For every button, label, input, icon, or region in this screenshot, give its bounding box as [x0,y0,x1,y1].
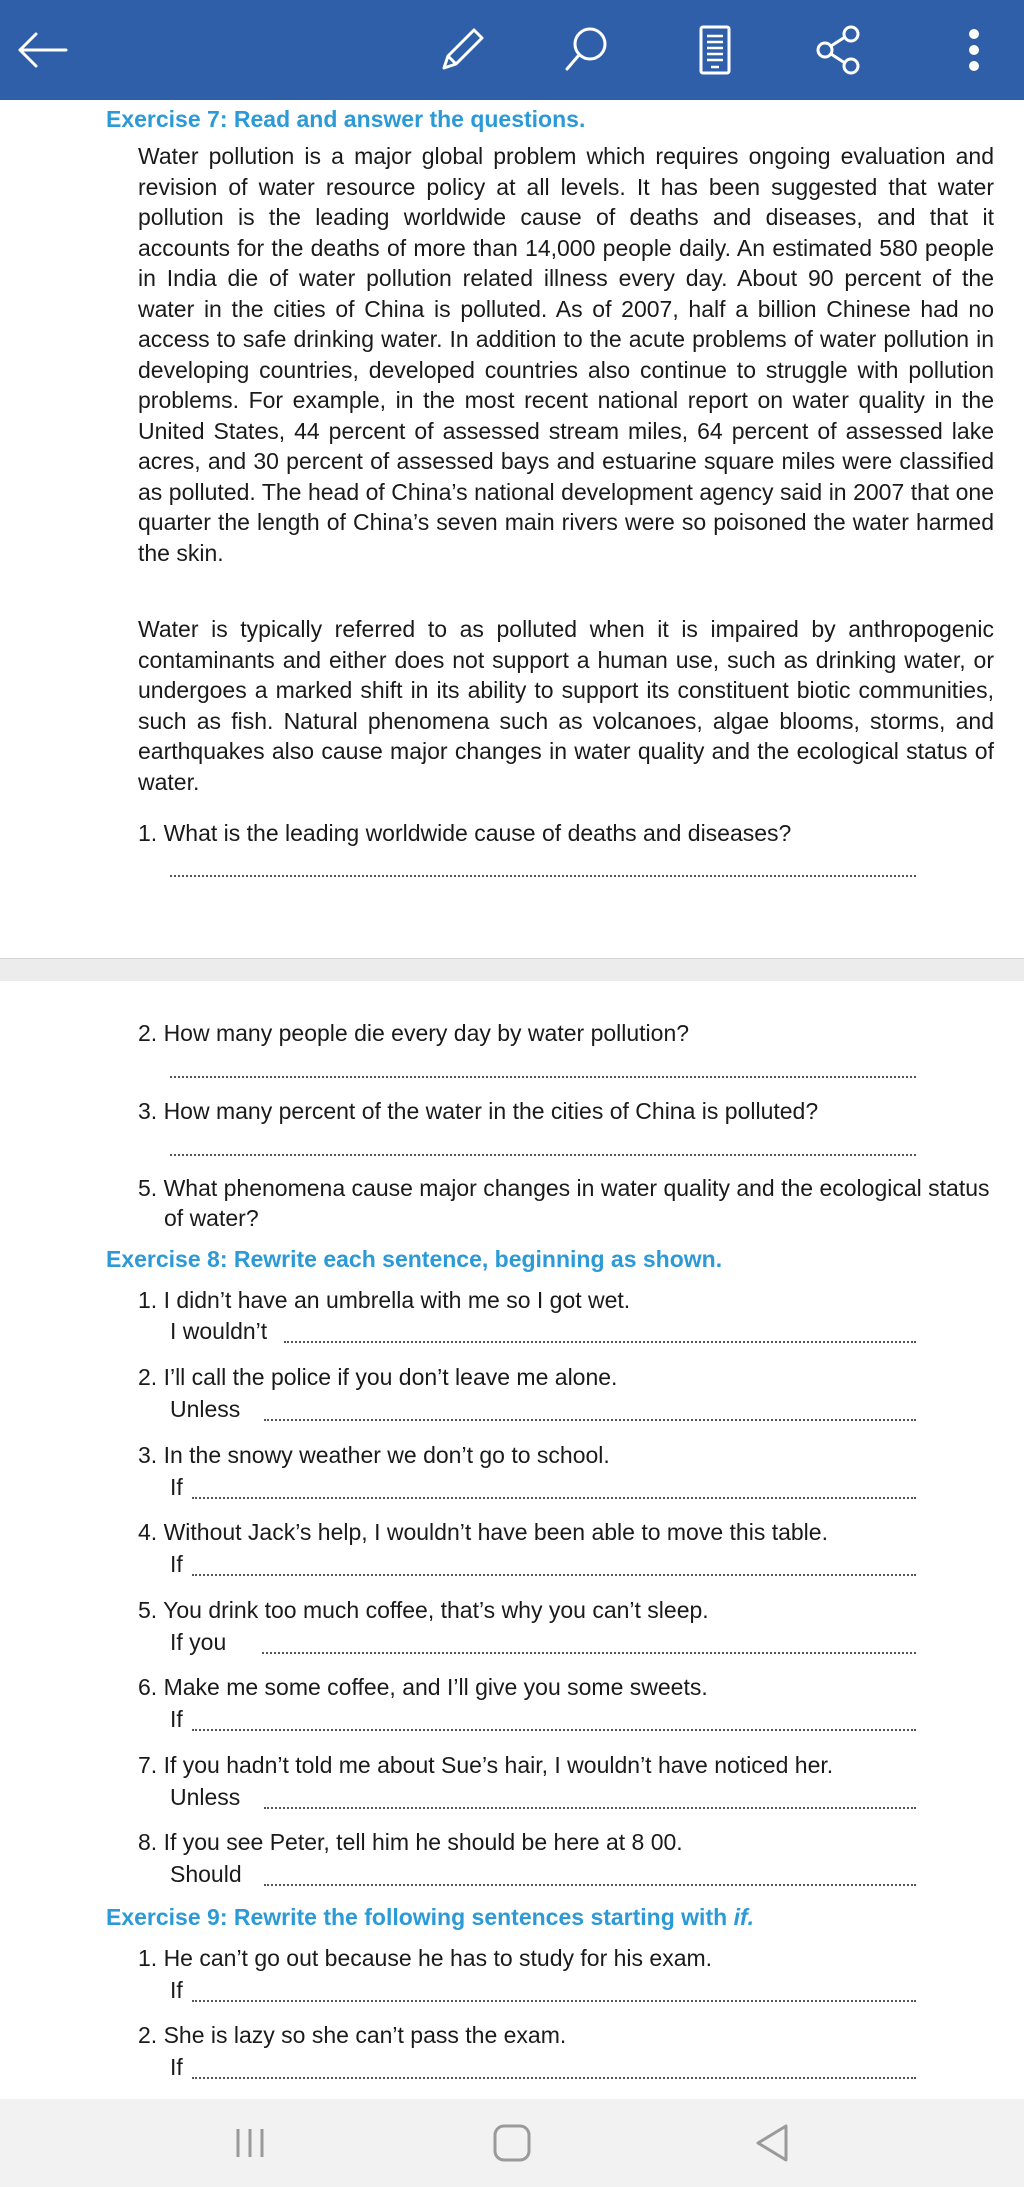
exercise7-question-5: 5. What phenomena cause major changes in water quality and the ecological status of water? [138,1175,990,1231]
exercise7-question-1: 1. What is the leading worldwide cause of deaths and diseases? [138,820,792,846]
recent-apps-icon[interactable] [210,2113,290,2173]
answer-line[interactable] [192,1495,916,1499]
exercise7-question-3: 3. How many percent of the water in the cities of China is polluted? [138,1098,819,1124]
exercise7-paragraph-2: Water is typically referred to as polluted when it is impaired by anthropogenic contaminants and either does not support a human use, such as drinking water, or undergoes a marked shift in its ability to support its constituent biotic communities, such as fish. Natural phenomena such as volcanoes, algae blooms, storms, and earthquakes also cause major changes in water quality and the ecological status of water. [138,616,994,795]
answer-line[interactable] [264,1882,916,1886]
exercise7-question-2: 2. How many people die every day by water pollution? [138,1020,690,1046]
exercise9-item-1: 1. He can’t go out because he has to study for his exam. [138,1945,713,1971]
answer-line[interactable] [192,1727,916,1731]
page-separator [0,958,1024,982]
exercise9-title [106,1904,754,1931]
exercise9-title-text: Exercise 9: Rewrite the following sentences starting with [106,1904,734,1930]
exercise8-start-5: If you [170,1629,227,1655]
back-triangle-icon[interactable] [732,2113,812,2173]
exercise8-start-6: If [170,1706,183,1732]
exercise8-item-1: 1. I didn’t have an umbrella with me so I got wet. [138,1287,631,1313]
pencil-icon[interactable] [422,10,502,90]
answer-line[interactable] [170,1152,916,1156]
exercise9-start-2: If [170,2054,183,2080]
exercise8-item-8: 8. If you see Peter, tell him he should be here at 8 00. [138,1829,683,1855]
more-vertical-icon[interactable] [934,10,1014,90]
exercise9-title-emphasis: if. [733,1904,755,1930]
search-icon[interactable] [546,10,626,90]
exercise7-paragraph-1: Water pollution is a major global problem which requires ongoing evaluation and revision of water resource policy at all levels. It has been suggested that water pollution is the leading worldwide cause of deaths and diseases, and that it accounts for the deaths of more than 14,000 people daily. An estimated 580 people in India die of water pollution related illness every day. About 90 percent of the water in the cities of China is polluted. As of 2007, half a billion Chinese had no access to safe drinking water. In addition to the acute problems of water pollution in developing countries, developed countries also continue to struggle with pollution problems. For example, in the most recent national report on water quality in the United States, 44 percent of assessed stream miles, 64 percent of assessed lake acres, and 30 percent of assessed bays and estuarine square miles were classified as polluted. The head of China’s national development agency said in 2007 that one quarter the length of China’s seven main rivers were so poisoned the water harmed the skin. [138,143,994,566]
answer-line[interactable] [264,1417,916,1421]
share-icon[interactable] [799,10,879,90]
exercise8-start-2: Unless [170,1396,241,1422]
exercise9-start-1: If [170,1977,183,2003]
answer-line[interactable] [170,873,916,877]
answer-line[interactable] [262,1650,916,1654]
answer-line[interactable] [264,1805,916,1809]
exercise8-item-2: 2. I’ll call the police if you don’t leave me alone. [138,1364,618,1390]
exercise8-item-3: 3. In the snowy weather we don’t go to school. [138,1442,610,1468]
exercise8-item-7: 7. If you hadn’t told me about Sue’s hair, I wouldn’t have noticed her. [138,1752,834,1778]
answer-line[interactable] [284,1339,916,1343]
answer-line[interactable] [192,1998,916,2002]
exercise8-title: Exercise 8: Rewrite each sentence, beginning as shown. [106,1246,723,1272]
exercise8-item-5: 5. You drink too much coffee, that’s why you can’t sleep. [138,1597,709,1623]
exercise8-start-3: If [170,1474,183,1500]
exercise8-start-1: I wouldn’t [170,1318,268,1344]
answer-line[interactable] [192,2075,916,2079]
exercise7-title: Exercise 7: Read and answer the questions. [106,106,586,132]
exercise8-start-7: Unless [170,1784,241,1810]
back-arrow-icon[interactable] [2,10,82,90]
home-icon[interactable] [472,2113,552,2173]
exercise8-item-4: 4. Without Jack’s help, I wouldn’t have been able to move this table. [138,1519,828,1545]
answer-line[interactable] [192,1572,916,1576]
document-icon[interactable] [675,10,755,90]
top-toolbar [0,0,1024,100]
exercise9-item-2: 2. She is lazy so she can’t pass the exam. [138,2022,567,2048]
exercise8-item-6: 6. Make me some coffee, and I’ll give you some sweets. [138,1674,708,1700]
exercise8-start-4: If [170,1551,183,1577]
answer-line[interactable] [170,1074,916,1078]
system-nav-bar [0,2099,1024,2187]
exercise8-start-8: Should [170,1861,242,1887]
